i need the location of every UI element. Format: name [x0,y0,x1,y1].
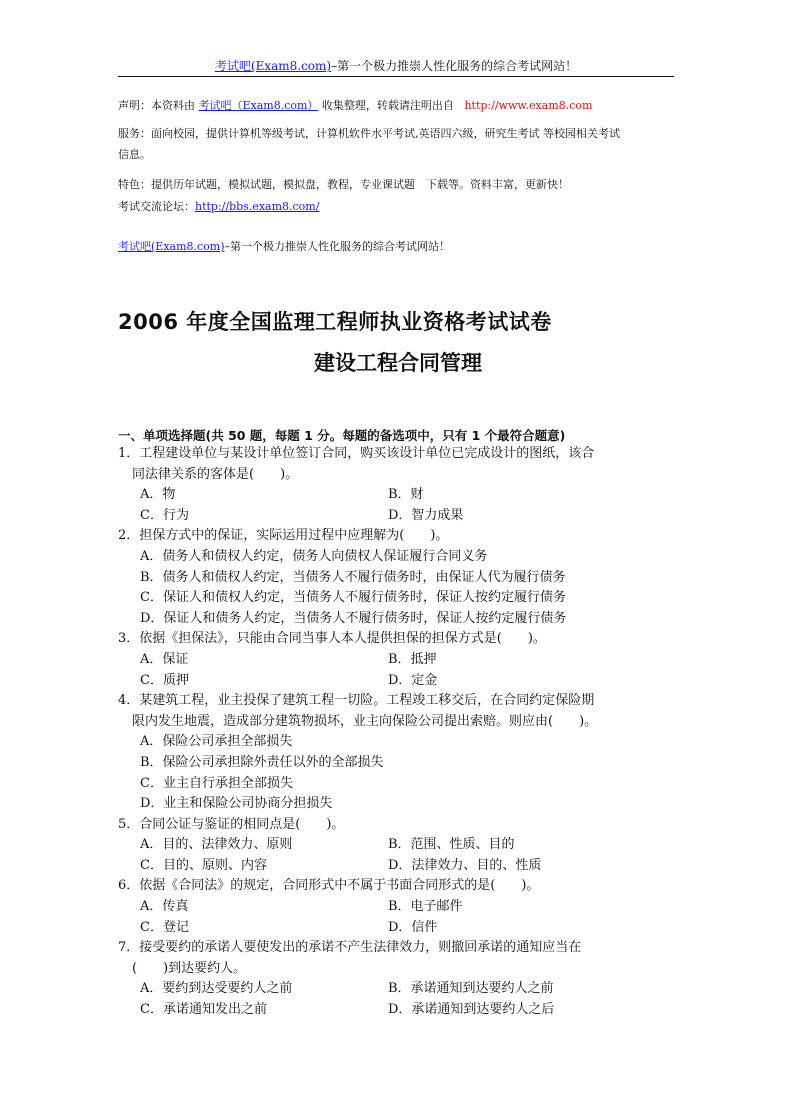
option-c: C．承诺通知发出之前 [140,1002,267,1018]
option-c: C．行为 [140,507,189,523]
option-c: C．业主自行承担全部损失 [140,775,293,791]
question-1-options-row-2 [118,506,678,527]
question-4-option-c-row [118,774,678,795]
question-6-stem: 6．依据《合同法》的规定，合同形式中不属于书面合同形式的是( )。 [118,878,540,894]
question-7-stem-cont: ( )到达要约人。 [132,960,247,976]
option-a: A．保险公司承担全部损失 [140,734,293,750]
option-b: B．财 [388,487,424,503]
header-site-link[interactable]: 考试吧(Exam8.com) [214,59,332,73]
option-b: B．债务人和债权人约定，当债务人不履行债务时，由保证人代为履行债务 [140,569,566,585]
question-2-stem: 2．担保方式中的保证，实际运用过程中应理解为( )。 [118,528,449,544]
header-divider [118,76,674,77]
page-header [118,58,674,74]
option-a: A．物 [140,487,176,503]
repeat-header-line [118,237,678,257]
option-a: A．债务人和债权人约定，债务人向债权人保证履行合同义务 [140,548,488,564]
option-d: D．保证人和债务人约定，当债务人不履行债务时，保证人按约定履行债务 [140,610,567,626]
question-6-options-row-1 [118,897,678,918]
option-d: D．信件 [388,919,438,935]
question-1-stem: 1．工程建设单位与某设计单位签订合同，购买该设计单位已完成设计的图纸，该合 [118,446,595,461]
question-7-stem: 7．接受要约的承诺人要使发出的承诺不产生法律效力，则撤回承诺的通知应当在 [118,940,582,956]
forum-line [118,197,678,217]
option-a: A．传真 [140,899,189,915]
question-5-options-row-1 [118,835,678,856]
question-2-option-c-row [118,588,678,609]
features-line: 特色：提供历年试题，模拟试题，模拟盘，教程，专业课试题 下载等。资料丰富，更新快！ [118,178,569,191]
question-5-stem: 5．合同公证与鉴证的相同点是( )。 [118,816,345,832]
section-heading: 一、单项选择题(共 50 题，每题 1 分。每题的备选项中，只有 1 个最符合题意) [118,428,566,443]
header-tagline: –第一个极力推崇人性化服务的综合考试网站！ [331,59,578,73]
option-b: B．保险公司承担除外责任以外的全部损失 [140,754,384,770]
question-list [118,444,678,1021]
option-c: C．登记 [140,919,189,935]
question-3-options-row-2 [118,671,678,692]
option-a: A．保证 [140,651,189,667]
question-3-stem: 3．依据《担保法》，只能由合同当事人本人提供担保的担保方式是( )。 [118,631,546,647]
question-2-option-b-row [118,568,678,589]
statement-line [118,96,678,116]
forum-label: 考试交流论坛： [118,200,195,213]
question-1-stem-cont: 同法律关系的客体是( )。 [132,466,299,482]
option-a: A．要约到达受要约人之前 [140,981,293,997]
question-4-option-a-row [118,732,678,753]
question-6-options-row-2 [118,918,678,939]
statement-url[interactable]: http://www.exam8.com [464,99,593,112]
forum-link[interactable]: http://bbs.exam8.com/ [195,200,320,213]
option-a: A．目的、法律效力、原则 [140,837,293,853]
option-d: D．业主和保险公司协商分担损失 [140,796,333,812]
question-7-options-row-1 [118,979,678,1000]
option-b: B．抵押 [388,651,437,667]
option-b: B．承诺通知到达要约人之前 [388,981,554,997]
question-7-options-row-2 [118,1000,678,1021]
repeat-tagline: –第一个极力推崇人性化服务的综合考试网站！ [224,240,451,253]
repeat-site-link[interactable]: 考试吧(Exam8.com) [118,240,225,253]
statement-mid: 收集整理，转载请注明出自 [318,99,458,112]
statement-link[interactable]: 考试吧（Exam8.com） [198,99,319,112]
service-line-1: 服务：面向校园，提供计算机等级考试，计算机软件水平考试,英语四六级，研究生考试 等校园相关考试 [118,127,620,140]
question-4-stem-cont: 限内发生地震，造成部分建筑物损坏，业主向保险公司提出索赔。则应由( )。 [132,713,598,729]
option-c: C．质押 [140,672,189,688]
question-3-options-row-1 [118,650,678,671]
option-d: D．智力成果 [388,507,464,523]
exam-title: 2006 年度全国监理工程师执业资格考试试卷 [118,310,552,334]
statement-prefix: 声明：本资料由 [118,99,199,112]
option-b: B．范围、性质、目的 [388,837,515,853]
question-5-options-row-2 [118,856,678,877]
question-1-options-row-1 [118,485,678,506]
question-4-stem: 4．某建筑工程，业主投保了建筑工程一切险。工程竣工移交后，在合同约定保险期 [118,693,595,709]
question-2-option-a-row [118,547,678,568]
question-4-option-b-row [118,753,678,774]
option-b: B．电子邮件 [388,899,463,915]
option-d: D．承诺通知到达要约人之后 [388,1002,555,1018]
question-4-option-d-row [118,794,678,815]
question-2-option-d-row [118,609,678,630]
exam-subject-title: 建设工程合同管理 [314,351,482,375]
option-c: C．保证人和债权人约定，当债务人不履行债务时，保证人按约定履行债务 [140,590,566,606]
service-line-2: 信息。 [118,148,151,161]
option-d: D．定金 [388,672,438,688]
option-d: D．法律效力、目的、性质 [388,857,542,873]
option-c: C．目的、原则、内容 [140,857,267,873]
